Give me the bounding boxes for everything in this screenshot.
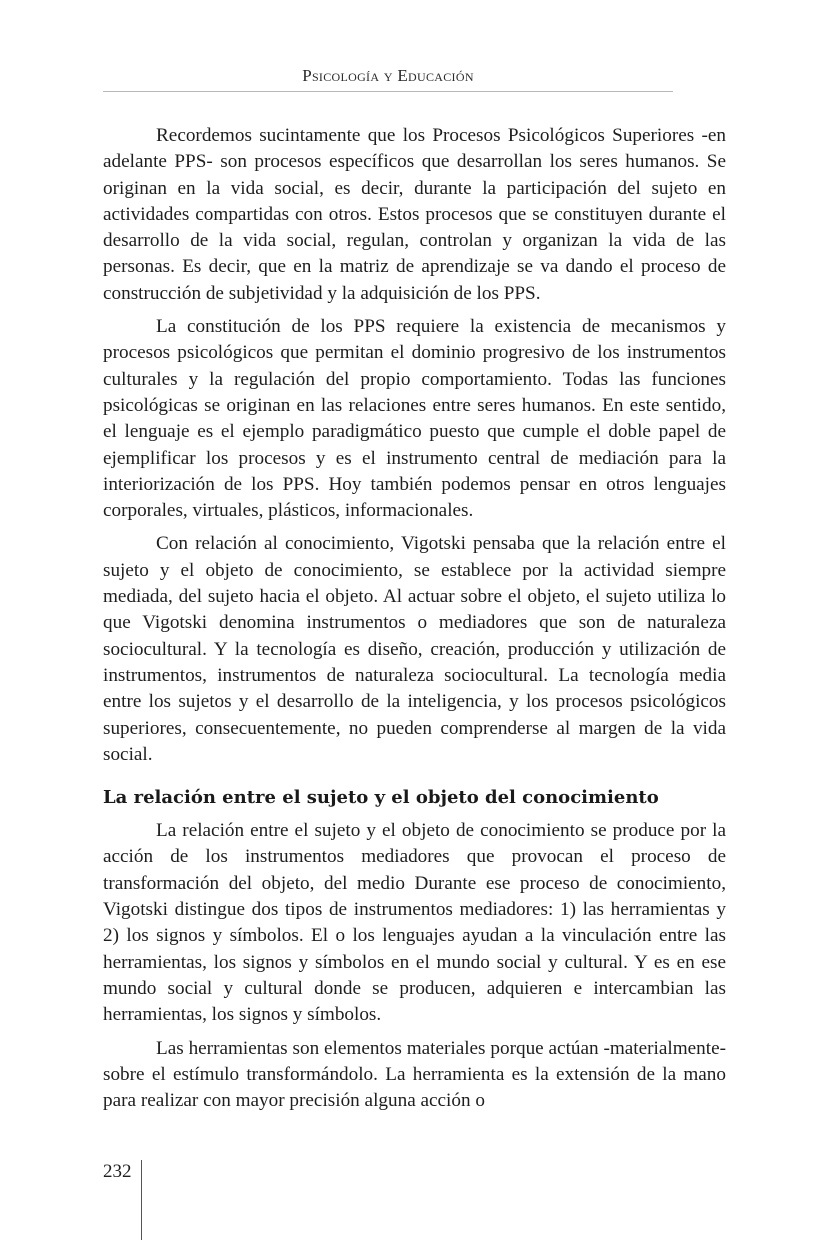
running-header: Psicología y Educación	[302, 66, 474, 85]
margin-rule	[141, 1160, 142, 1240]
header-rule	[103, 91, 673, 92]
body-text	[103, 123, 726, 1121]
paragraph: La constitución de los PPS requiere la existencia de mecanismos y procesos psicológicos que permitan el dominio progresivo de los instrumentos culturales y la regulación del propio comportamiento. Todas las funciones psicológicas se originan en las relaciones entre seres humanos. En este sentido, el lenguaje es el ejemplo paradigmático puesto que cumple el doble papel de ejemplificar los procesos y es el instrumento central de mediación para la interiorización de los PPS. Hoy también podemos pensar en otros lenguajes corporales, virtuales, plásticos, informacionales.	[103, 316, 726, 522]
section-heading: La relación entre el sujeto y el objeto del conocimiento	[103, 787, 659, 809]
paragraph: Recordemos sucintamente que los Procesos Psicológicos Superiores -en adelante PPS- son procesos específicos que desarrollan los seres humanos. Se originan en la vida social, es decir, durante la participación del sujeto en actividades compartidas con otros. Estos procesos que se constituyen durante el desarrollo de la vida social, regulan, controlan y organizan la vida de las personas. Es decir, que en la matriz de aprendizaje se va dando el proceso de construcción de subjetividad y la adquisición de los PPS.	[103, 125, 726, 304]
paragraph: Las herramientas son elementos materiales porque actúan -materialmente- sobre el estímulo transformándolo. La herramienta es la extensión de la mano para realizar con mayor precisión alguna acción o	[103, 1037, 726, 1112]
paragraph: La relación entre el sujeto y el objeto de conocimiento se produce por la acción de los instrumentos mediadores que provocan el proceso de transformación del objeto, del medio Durante ese proceso de conocimiento, Vigotski distingue dos tipos de instrumentos mediadores: 1) las herramientas y 2) los signos y símbolos. El o los lenguajes ayudan a la vinculación entre las herramientas, los signos y símbolos en el mundo social y cultural. Y es en ese mundo social y cultural donde se producen, adquieren e intercambian las herramientas, los signos y símbolos.	[103, 820, 726, 1026]
paragraph: Con relación al conocimiento, Vigotski pensaba que la relación entre el sujeto y el objeto de conocimiento, se establece por la actividad siempre mediada, del sujeto hacia el objeto. Al actuar sobre el objeto, el sujeto utiliza lo que Vigotski denomina instrumentos o mediadores que son de naturaleza sociocultural. Y la tecnología es diseño, creación, producción y utilización de instrumentos, instrumentos de naturaleza sociocultural. La tecnología media entre los sujetos y el desarrollo de la inteligencia, y los procesos psicológicos superiores, consecuentemente, no pueden comprenderse al margen de la vida social.	[103, 533, 726, 765]
page-number: 232	[103, 1161, 132, 1182]
